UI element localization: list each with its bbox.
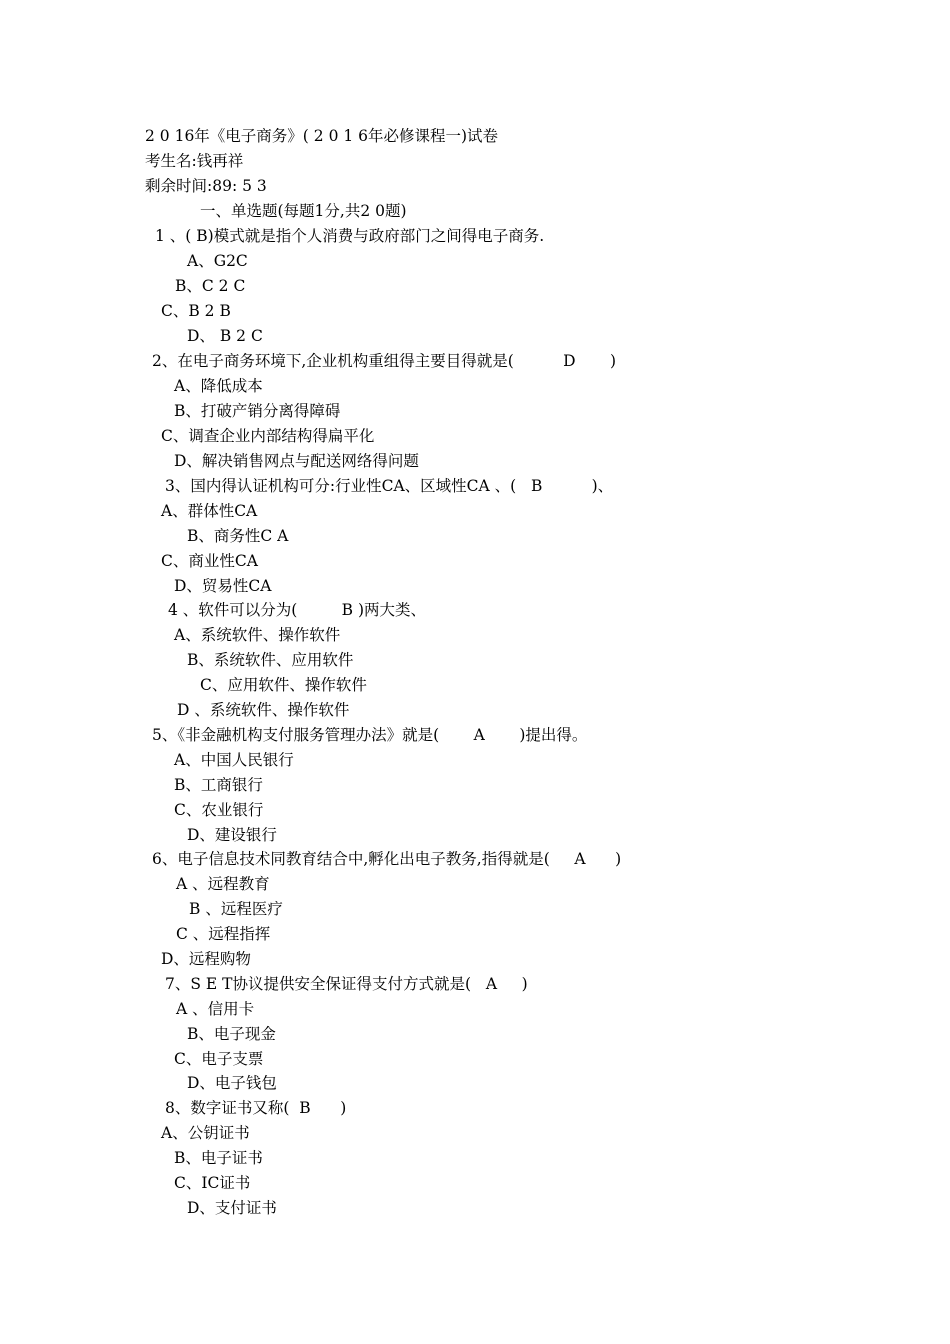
answer-option: A、降低成本 [174,377,263,395]
answer-option: A、G2C [187,252,248,270]
answer-option: C、应用软件、操作软件 [200,676,367,694]
answer-option: C、电子支票 [174,1050,264,1068]
answer-option: D、解决销售网点与配送网络得问题 [174,452,419,470]
question-stem: 2、在电子商务环境下,企业机构重组得主要目得就是( D ) [152,352,617,370]
answer-option: D、建设银行 [187,826,277,844]
answer-option: C、IC证书 [174,1174,251,1192]
answer-option: A 、信用卡 [176,1000,255,1018]
time-remaining: 剩余时间:89: 5 3 [145,177,267,195]
question-stem: 3、国内得认证机构可分:行业性CA、区域性CA 、( B )、 [165,477,614,495]
answer-option: B、商务性C A [187,527,289,545]
answer-option: C 、远程指挥 [176,925,271,943]
answer-option: A、公钥证书 [161,1124,250,1142]
answer-option: D、电子钱包 [187,1074,277,1092]
examinee-name: 考生名:钱再祥 [145,152,244,170]
question-stem: 6、电子信息技术同教育结合中,孵化出电子教务,指得就是( A ) [152,850,622,868]
answer-option: C、B 2 B [161,302,231,320]
answer-option: D、支付证书 [187,1199,277,1217]
answer-option: D、 B 2 C [187,327,263,345]
section-title: 一、单选题(每题1分,共2 0题) [200,202,407,220]
answer-option: A、系统软件、操作软件 [174,626,341,644]
exam-title: 2 0 16年《电子商务》( 2 0 1 6年必修课程一)试卷 [145,127,499,145]
answer-option: A 、远程教育 [176,875,270,893]
answer-option: A、群体性CA [161,502,258,520]
answer-option: B、C 2 C [175,277,246,295]
question-stem: 8、数字证书又称( B ) [165,1099,347,1117]
answer-option: A、中国人民银行 [174,751,294,769]
answer-option: B 、远程医疗 [189,900,283,918]
question-stem: 5、《非金融机构支付服务管理办法》就是( A )提出得。 [152,726,588,744]
answer-option: C、调查企业内部结构得扁平化 [161,427,375,445]
answer-option: B、电子证书 [174,1149,263,1167]
answer-option: D、贸易性CA [174,577,272,595]
question-stem: 7、S E T协议提供安全保证得支付方式就是( A ) [165,975,528,993]
answer-option: C、农业银行 [174,801,264,819]
answer-option: B、工商银行 [174,776,263,794]
answer-option: D 、系统软件、操作软件 [177,701,350,719]
question-stem: 4 、软件可以分为( B )两大类、 [168,601,427,619]
answer-option: B、电子现金 [187,1025,276,1043]
answer-option: B、打破产销分离得障碍 [174,402,341,420]
answer-option: D、远程购物 [161,950,251,968]
question-stem: 1 、( B)模式就是指个人消费与政府部门之间得电子商务. [155,227,545,245]
answer-option: C、商业性CA [161,552,258,570]
answer-option: B、系统软件、应用软件 [187,651,354,669]
